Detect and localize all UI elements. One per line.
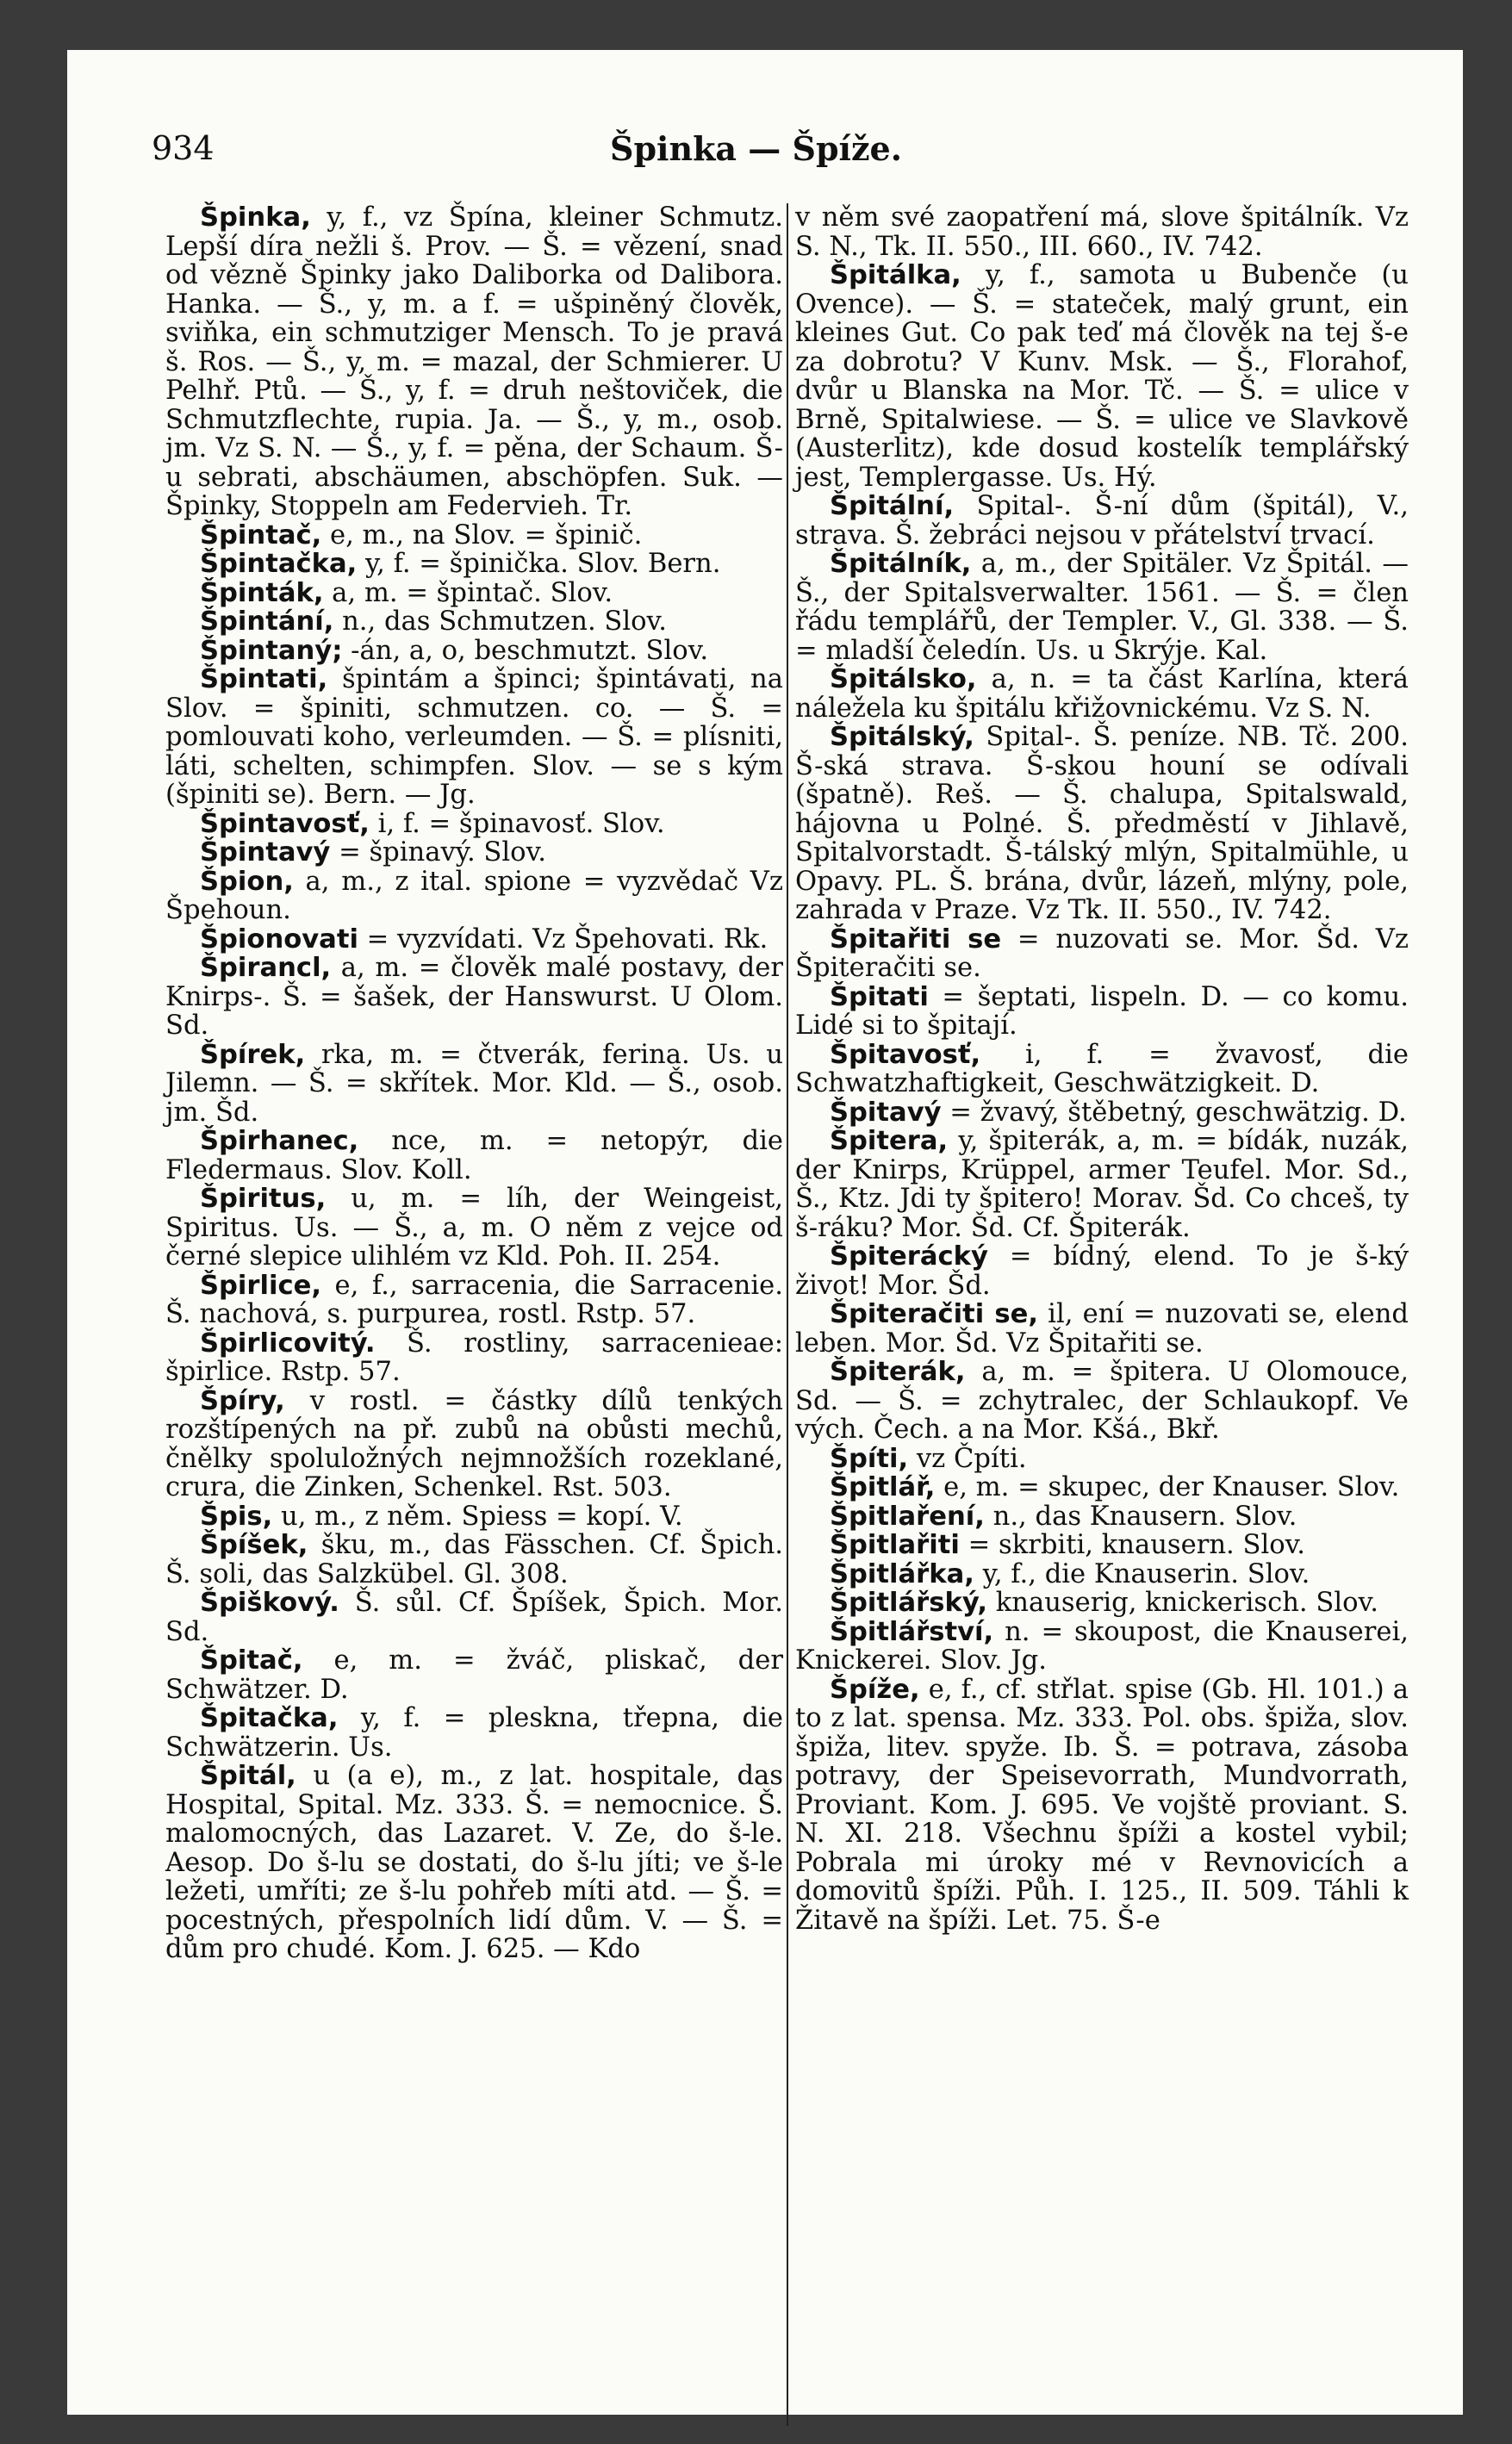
dictionary-entry — [795, 492, 1409, 550]
entry-headword: Špintavý — [200, 837, 331, 868]
entry-definition: v rostl. = částky dílů tenkých rozštípených na př. zubů na obůsti mechů, čnělky spoluložných nejmnožších rozeklané, crura, die Zinken, Schenkel. Rst. 503. — [165, 1385, 783, 1502]
entry-definition: n. = skoupost, die Knauserei, Knickerei. Slov. Jg. — [795, 1616, 1409, 1676]
entry-headword: Špitlářka, — [830, 1558, 974, 1589]
entry-headword: Špirancl, — [200, 953, 332, 983]
dictionary-entry — [165, 1646, 783, 1704]
right-column — [795, 203, 1409, 1935]
dictionary-entry — [795, 983, 1409, 1041]
entry-headword: Špitlář, — [830, 1472, 936, 1502]
entry-headword: Špitavý — [830, 1097, 942, 1128]
dictionary-entry — [165, 1127, 783, 1185]
entry-headword: Špitál, — [200, 1761, 296, 1791]
entry-headword: Špitálka, — [830, 260, 961, 290]
entry-definition: = vyzvídati. Vz Špehovati. Rk. — [358, 923, 768, 955]
entry-definition: = nuzovati se. Mor. Šd. Vz Špiteračiti se. — [795, 923, 1409, 983]
dictionary-entry — [795, 261, 1409, 492]
entry-headword: Špintač, — [200, 519, 322, 550]
entry-definition: a, n. = ta část Karlína, která náležela ku špitálu křižovnickému. Vz S. N. — [795, 664, 1409, 724]
entry-headword: Špitálník, — [830, 549, 972, 579]
entry-headword: Špintačka, — [200, 549, 358, 579]
entry-definition: Š. sůl. Cf. Špíšek, Špich. Mor. Sd. — [165, 1588, 783, 1647]
entry-headword: Špiterák, — [830, 1357, 966, 1387]
entry-headword: Špiškový. — [200, 1588, 339, 1618]
page-title: Špinka — Špíže. — [610, 129, 902, 168]
entry-headword: Špitačka, — [200, 1703, 339, 1733]
entry-definition: il, ení = nuzovati se, elend leben. Mor. Šd. Vz Špitařiti se. — [795, 1299, 1409, 1359]
entry-definition: = žvavý, štěbetný, geschwätzig. D. — [941, 1097, 1407, 1128]
entry-definition: y, f., vz Špína, kleiner Schmutz. Lepší díra nežli š. Prov. — Š. = vězení, snad od vězně Špinky jako Daliborka od Dalibora. Hanka. — Š., y, m. a f. = ušpiněný člověk, sviňka, ein schmutziger Mensch. To je pravá š. Ros. — Š., y, m. = mazal, der Schmierer. U Pelhř. Ptů. — Š., y, f. = druh neštoviček, die Schmutzflechte, rupia. Ja. — Š., y, m., osob. jm. Vz S. N. — Š., y, f. = pěna, der Schaum. Š-u sebrati, abschäumen, abschöpfen. Suk. — Špinky, Stoppeln am Federvieh. Tr. — [165, 202, 783, 521]
entry-definition: y, f., samota u Bubenče (u Ovence). — Š. = stateček, malý grunt, ein kleines Gut. Co pak teď má člověk na tej š-e za dobrotu? V Kunv. Msk. — Š., Florahof, dvůr u Blanska na Mor. Tč. — Š. = ulice v Brně, Spitalwiese. — Š. = ulice ve Slavkově (Austerlitz), kde dosud kostelík templářský jest, Templergasse. Us. Hý. — [795, 260, 1409, 493]
entry-definition: y, f. = špinička. Slov. Bern. — [357, 549, 721, 579]
dictionary-entry — [795, 1041, 1409, 1098]
entry-definition: = špinavý. Slov. — [330, 837, 546, 868]
dictionary-entry — [165, 607, 783, 637]
entry-definition: u (a e), m., z lat. hospitale, das Hospital, Spital. Mz. 333. Š. = nemocnice. Š. malomocných, das Lazaret. V. Ze, do š-le. Aesop. Do š-lu se dostati, do š-lu jíti; ve š-le ležeti, umříti; ze š-lu pohřeb míti atd. — Š. = pocestných, přespolních lidí dům. V. — Š. = dům pro chudé. Kom. J. 625. — Kdo — [165, 1761, 783, 1964]
dictionary-entry — [795, 1676, 1409, 1936]
dictionary-entry — [165, 810, 783, 839]
entry-definition: e, f., cf. střlat. spise (Gb. Hl. 101.) a to z lat. spensa. Mz. 333. Pol. obs. špiža, slov. špiža, litev. spyže. Ib. Š. = potrava, zásoba potravy, der Speisevorrath, Mundvorrath, Proviant. Kom. J. 695. Ve vojště proviant. S. N. XI. 218. Všechnu špíži a kostel vybil; Pobrala mi úroky mé v Revnovicích a domovitů špíži. Půh. I. 125., II. 509. Táhli k Žitavě na špíži. Let. 75. Š-e — [795, 1674, 1409, 1936]
page-number: 934 — [152, 129, 215, 167]
entry-definition: v něm své zaopatření má, slove špitálník. Vz S. N., Tk. II. 550., III. 660., IV. 742. — [795, 202, 1409, 262]
dictionary-entry — [165, 550, 783, 579]
dictionary-entry — [795, 1589, 1409, 1618]
entry-headword: Špitera, — [830, 1126, 949, 1156]
entry-definition: Š. rostliny, sarracenieae: špirlice. Rstp. 57. — [165, 1328, 783, 1387]
entry-headword: Špion, — [200, 866, 294, 897]
dictionary-entry — [795, 1300, 1409, 1358]
dictionary-entry — [165, 1762, 783, 1964]
dictionary-entry — [795, 550, 1409, 665]
dictionary-entry — [165, 1185, 783, 1272]
entry-headword: Špitati — [830, 981, 929, 1012]
dictionary-entry — [795, 1445, 1409, 1474]
dictionary-entry — [165, 637, 783, 666]
entry-headword: Špíry, — [200, 1385, 285, 1416]
entry-definition: vz Čpíti. — [908, 1443, 1027, 1474]
entry-definition: e, f., sarracenia, die Sarracenie. Š. nachová, s. purpurea, rostl. Rstp. 57. — [165, 1270, 783, 1329]
dictionary-entry — [165, 1704, 783, 1762]
dictionary-entry — [165, 925, 783, 955]
dictionary-entry — [165, 1387, 783, 1502]
entry-headword: Špiterácký — [830, 1241, 988, 1272]
entry-headword: Špintavosť, — [200, 808, 370, 839]
dictionary-entry — [795, 1098, 1409, 1128]
entry-definition: Spital-. Š. peníze. NB. Tč. 200. Š-ská strava. Š-skou houní se odívali (špatně). Reš. — Š. chalupa, Spitalswald, hájovna u Polné. Š. předměstí v Jihlavě, Spitalvorstadt. Š-tálský mlýn, Spitalmühle, u Opavy. PL. Š. brána, dvůr, lázeň, mlýny, pole, zahrada v Praze. Vz Tk. II. 550., IV. 742. — [795, 722, 1409, 925]
entry-headword: Špitlářský, — [830, 1588, 988, 1618]
entry-definition: a, m. = špitera. U Olomouce, Sd. — Š. = zchytralec, der Schlaukopf. Ve vých. Čech. a na Mor. Kšá., Bkř. — [795, 1357, 1409, 1445]
entry-definition: rka, m. = čtverák, ferina. Us. u Jilemn. — Š. = skřítek. Mor. Kld. — Š., osob. jm. Šd. — [165, 1039, 783, 1128]
dictionary-entry — [795, 203, 1409, 261]
dictionary-entry — [795, 1242, 1409, 1300]
entry-definition: e, m., na Slov. = špinič. — [321, 519, 643, 550]
dictionary-entry — [795, 1618, 1409, 1676]
entry-definition: a, m. = člověk malé postavy, der Knirps-. Š. = šašek, der Hanswurst. U Olom. Sd. — [165, 953, 783, 1041]
entry-headword: Špitlářství, — [830, 1616, 994, 1647]
entry-definition: = bídný, elend. To je š-ký život! Mor. Šd. — [795, 1241, 1409, 1301]
dictionary-entry — [165, 954, 783, 1041]
dictionary-entry — [165, 1531, 783, 1589]
entry-headword: Špionovati — [200, 923, 358, 955]
entry-definition: n., das Knausern. Slov. — [984, 1501, 1297, 1532]
entry-headword: Špírek, — [200, 1039, 306, 1070]
entry-headword: Špintati, — [200, 664, 328, 694]
dictionary-entry — [165, 838, 783, 868]
entry-definition: u, m. = líh, der Weingeist, Spiritus. Us. — Š., a, m. O něm z vejce od černé slepice ulihlém vz Kld. Poh. II. 254. — [165, 1184, 783, 1272]
entry-definition: nce, m. = netopýr, die Fledermaus. Slov. Koll. — [165, 1126, 783, 1185]
dictionary-entry — [795, 1127, 1409, 1242]
entry-headword: Špirhanec, — [200, 1126, 359, 1156]
dictionary-entry — [795, 1358, 1409, 1445]
entry-definition: šku, m., das Fässchen. Cf. Špich. Š. soli, das Salzkübel. Gl. 308. — [165, 1530, 783, 1589]
dictionary-entry — [795, 1502, 1409, 1532]
entry-definition: špintám a špinci; špintávati, na Slov. = špiniti, schmutzen. co. — Š. = pomlouvati koho, verleumden. — Š. = plísniti, láti, schelten, schimpfen. Slov. — se s kým (špiniti se). Bern. — Jg. — [165, 664, 783, 810]
entry-definition: e, m. = skupec, der Knauser. Slov. — [935, 1472, 1400, 1502]
dictionary-entry — [795, 1473, 1409, 1502]
dictionary-entry — [165, 665, 783, 810]
dictionary-entry — [795, 925, 1409, 983]
entry-headword: Špirlicovitý. — [200, 1328, 376, 1359]
entry-headword: Špíti, — [830, 1443, 909, 1474]
dictionary-entry — [165, 868, 783, 925]
entry-headword: Špiteračiti se, — [830, 1299, 1038, 1329]
entry-headword: Špitařiti se — [830, 923, 1002, 955]
dictionary-entry — [165, 521, 783, 550]
dictionary-entry — [165, 1041, 783, 1128]
entry-headword: Špirlice, — [200, 1270, 321, 1301]
entry-headword: Špitač, — [200, 1645, 303, 1676]
entry-definition: knauserig, knickerisch. Slov. — [987, 1588, 1378, 1618]
entry-definition: y, f., die Knauserin. Slov. — [974, 1558, 1310, 1589]
entry-headword: Špinka, — [200, 202, 311, 233]
entry-definition: e, m. = žváč, pliskač, der Schwätzer. D. — [165, 1645, 783, 1705]
entry-headword: Špintání, — [200, 606, 334, 637]
entry-headword: Špitálsko, — [830, 664, 977, 694]
entry-headword: Špitálský, — [830, 722, 974, 752]
dictionary-entry — [165, 1502, 783, 1532]
entry-definition: i, f. = špinavosť. Slov. — [369, 808, 665, 839]
dictionary-entry — [795, 665, 1409, 723]
entry-headword: Špitlařiti — [830, 1530, 960, 1560]
entry-headword: Špinták, — [200, 577, 324, 608]
entry-definition: n., das Schmutzen. Slov. — [333, 606, 667, 637]
entry-headword: Špíšek, — [200, 1530, 308, 1560]
dictionary-entry — [165, 1272, 783, 1329]
entry-headword: Špíže, — [830, 1674, 920, 1705]
entry-definition: y, f. = pleskna, třepna, die Schwätzerin. Us. — [165, 1703, 783, 1763]
left-column — [165, 203, 783, 1964]
entry-definition: i, f. = žvavosť, die Schwatzhaftigkeit, Geschwätzigkeit. D. — [795, 1039, 1409, 1098]
entry-definition: u, m., z něm. Spiess = kopí. V. — [272, 1501, 683, 1532]
entry-definition: = šeptati, lispeln. D. — co komu. Lidé si to špitají. — [795, 981, 1409, 1041]
entry-headword: Špitlaření, — [830, 1501, 985, 1532]
entry-definition: a, m., z ital. spione = vyzvědač Vz Špehoun. — [165, 866, 783, 925]
entry-definition: a, m., der Spitäler. Vz Špitál. — Š., der Spitalsverwalter. 1561. — Š. = člen řádu templářů, der Templer. V., Gl. 338. — Š. = mladší čeledín. Us. u Skrýje. Kal. — [795, 549, 1409, 666]
dictionary-entry — [795, 723, 1409, 925]
dictionary-entry — [165, 1329, 783, 1387]
entry-headword: Špis, — [200, 1501, 273, 1532]
entry-definition: Spital-. Š-ní dům (špitál), V., strava. Š. žebráci nejsou v přátelství trvací. — [795, 491, 1409, 550]
entry-headword: Špintaný; — [200, 635, 343, 666]
entry-definition: y, špiterák, a, m. = bídák, nuzák, der Knirps, Krüppel, armer Teufel. Mor. Sd., Š., Ktz. Jdi ty špitero! Morav. Šd. Co chceš, ty š-ráku? Mor. Šd. Cf. Špiterák. — [795, 1126, 1409, 1243]
entry-definition: = skrbiti, knausern. Slov. — [959, 1530, 1306, 1560]
entry-headword: Špitavosť, — [830, 1039, 981, 1070]
entry-definition: a, m. = špintač. Slov. — [323, 577, 613, 608]
entry-definition: -án, a, o, beschmutzt. Slov. — [342, 635, 709, 666]
dictionary-entry — [165, 579, 783, 608]
dictionary-entry — [795, 1531, 1409, 1560]
entry-headword: Špitální, — [830, 491, 955, 521]
dictionary-entry — [795, 1560, 1409, 1589]
dictionary-entry — [165, 1589, 783, 1646]
entry-headword: Špiritus, — [200, 1184, 327, 1214]
column-divider — [787, 203, 788, 2426]
dictionary-entry — [165, 203, 783, 521]
